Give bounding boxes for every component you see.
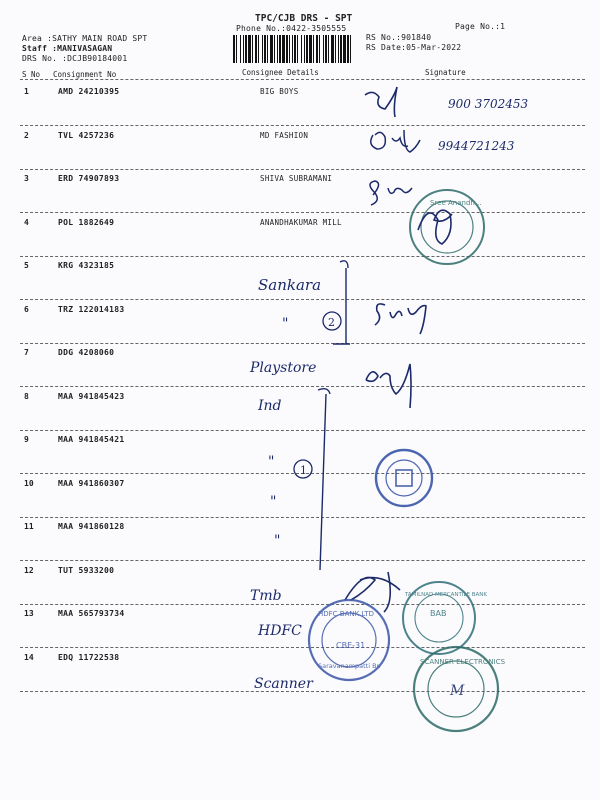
row-consignment-number: MAA 565793734: [58, 609, 125, 618]
rs-date: RS Date:05-Mar-2022: [366, 43, 462, 52]
page-number: Page No.:1: [455, 22, 506, 31]
stamp-tmb-text: TAMILNAD MERCANTILE BANK: [405, 592, 487, 598]
col-header-sno: S No: [22, 70, 41, 79]
row-serial-number: 14: [24, 652, 34, 662]
stamp-tmb: [403, 582, 487, 654]
area-field: Area :SATHY MAIN ROAD SPT: [22, 34, 148, 43]
circled-number-1-text: 1: [300, 464, 307, 477]
handwritten-ditto4: ": [274, 533, 281, 549]
row-consignment-number: DDG 4208060: [58, 348, 115, 357]
handwritten-hdfc: HDFC: [258, 623, 302, 639]
row-serial-number: 3: [24, 174, 29, 183]
staff-label: Staff :: [22, 44, 58, 53]
stamp-hdfc-text: HDFC BANK LTD: [318, 610, 375, 618]
handwritten-phone1: 900 3702453: [448, 97, 529, 111]
stamp-scanner-text: SCANNER ELECTRONICS: [420, 658, 506, 666]
handwritten-ditto3: ": [270, 494, 277, 510]
row-consignment-number: KRG 4323185: [58, 261, 115, 270]
stamp-row4: [410, 190, 484, 264]
stamp-scanner-initial: M: [450, 683, 465, 699]
row-consignee-details: ANANDHAKUMAR MILL: [260, 217, 342, 227]
stamp-hdfc-code: CBE-31: [336, 641, 366, 650]
row-serial-number: 13: [24, 609, 34, 618]
row-consignment-number: POL 1882649: [58, 217, 115, 227]
bracket-rows5-6: [333, 261, 350, 344]
row-consignment-number: EDQ 11722538: [58, 652, 120, 662]
signature-row4: [418, 210, 452, 244]
row-serial-number: 5: [24, 261, 29, 270]
row-consignment-number: MAA 941860128: [58, 522, 125, 531]
signature-row6: [375, 304, 426, 334]
row-serial-number: 1: [24, 87, 29, 96]
circled-number-2-text: 2: [328, 316, 335, 329]
stamp-hdfc-branch: Saravanampatti Br.: [318, 662, 381, 670]
row-serial-number: 11: [24, 522, 34, 531]
col-header-consignment: Consignment No: [53, 70, 117, 79]
row-serial-number: 8: [24, 391, 29, 401]
handwritten-ditto1: ": [282, 316, 289, 332]
signature-row7: [366, 364, 411, 408]
signature-row2: [371, 130, 420, 152]
handwritten-sankara: Sankara: [258, 276, 322, 294]
stamp-row4-text: Sree Anandh...: [430, 199, 482, 207]
handwritten-phone2: 9944721243: [438, 139, 515, 153]
row-serial-number: 6: [24, 304, 29, 314]
handwritten-ind: Ind: [258, 398, 282, 414]
bracket-rows8-11: [318, 389, 330, 570]
row-consignment-number: TRZ 122014183: [58, 304, 125, 314]
signature-row1: [365, 87, 397, 117]
row-consignment-number: TUT 5933200: [58, 565, 115, 575]
handwritten-ditto2: ": [268, 454, 275, 470]
signature-row12: [345, 572, 400, 612]
row-consignee-details: SHIVA SUBRAMANI: [260, 174, 333, 183]
row-serial-number: 4: [24, 217, 29, 227]
row-serial-number: 12: [24, 565, 34, 575]
row-consignment-number: TVL 4257236: [58, 130, 115, 140]
row-consignee-details: BIG BOYS: [260, 87, 299, 96]
stamp-hdfc: [309, 600, 389, 680]
drs-number: DRS No. :DCJB90184001: [22, 54, 128, 63]
handwritten-playstore: Playstore: [250, 360, 317, 376]
row-serial-number: 9: [24, 435, 29, 444]
row-consignment-number: ERD 74907893: [58, 174, 120, 183]
col-header-signature: Signature: [425, 68, 466, 77]
stamp-tmb-code: BAB: [430, 609, 447, 618]
stamp-scanner: [414, 647, 506, 731]
document-title: TPC/CJB DRS - SPT: [255, 13, 353, 24]
row-serial-number: 10: [24, 478, 34, 488]
handwritten-scanner: Scanner: [254, 676, 313, 692]
row-serial-number: 2: [24, 130, 29, 140]
rs-number: RS No.:901840: [366, 33, 432, 42]
col-header-consignee: Consignee Details: [242, 68, 319, 77]
stamp-row10: [376, 450, 432, 506]
phone-number: Phone No.:0422-3505555: [236, 24, 347, 33]
row-consignment-number: AMD 24210395: [58, 87, 120, 96]
row-consignment-number: MAA 941860307: [58, 478, 125, 488]
row-consignment-number: MAA 941845421: [58, 435, 125, 444]
staff-name: MANIVASAGAN: [57, 44, 113, 53]
row-consignee-details: MD FASHION: [260, 130, 309, 140]
signature-row3: [370, 181, 412, 205]
row-consignment-number: MAA 941845423: [58, 391, 125, 401]
handwritten-tmb: Tmb: [250, 588, 282, 604]
row-serial-number: 7: [24, 348, 29, 357]
